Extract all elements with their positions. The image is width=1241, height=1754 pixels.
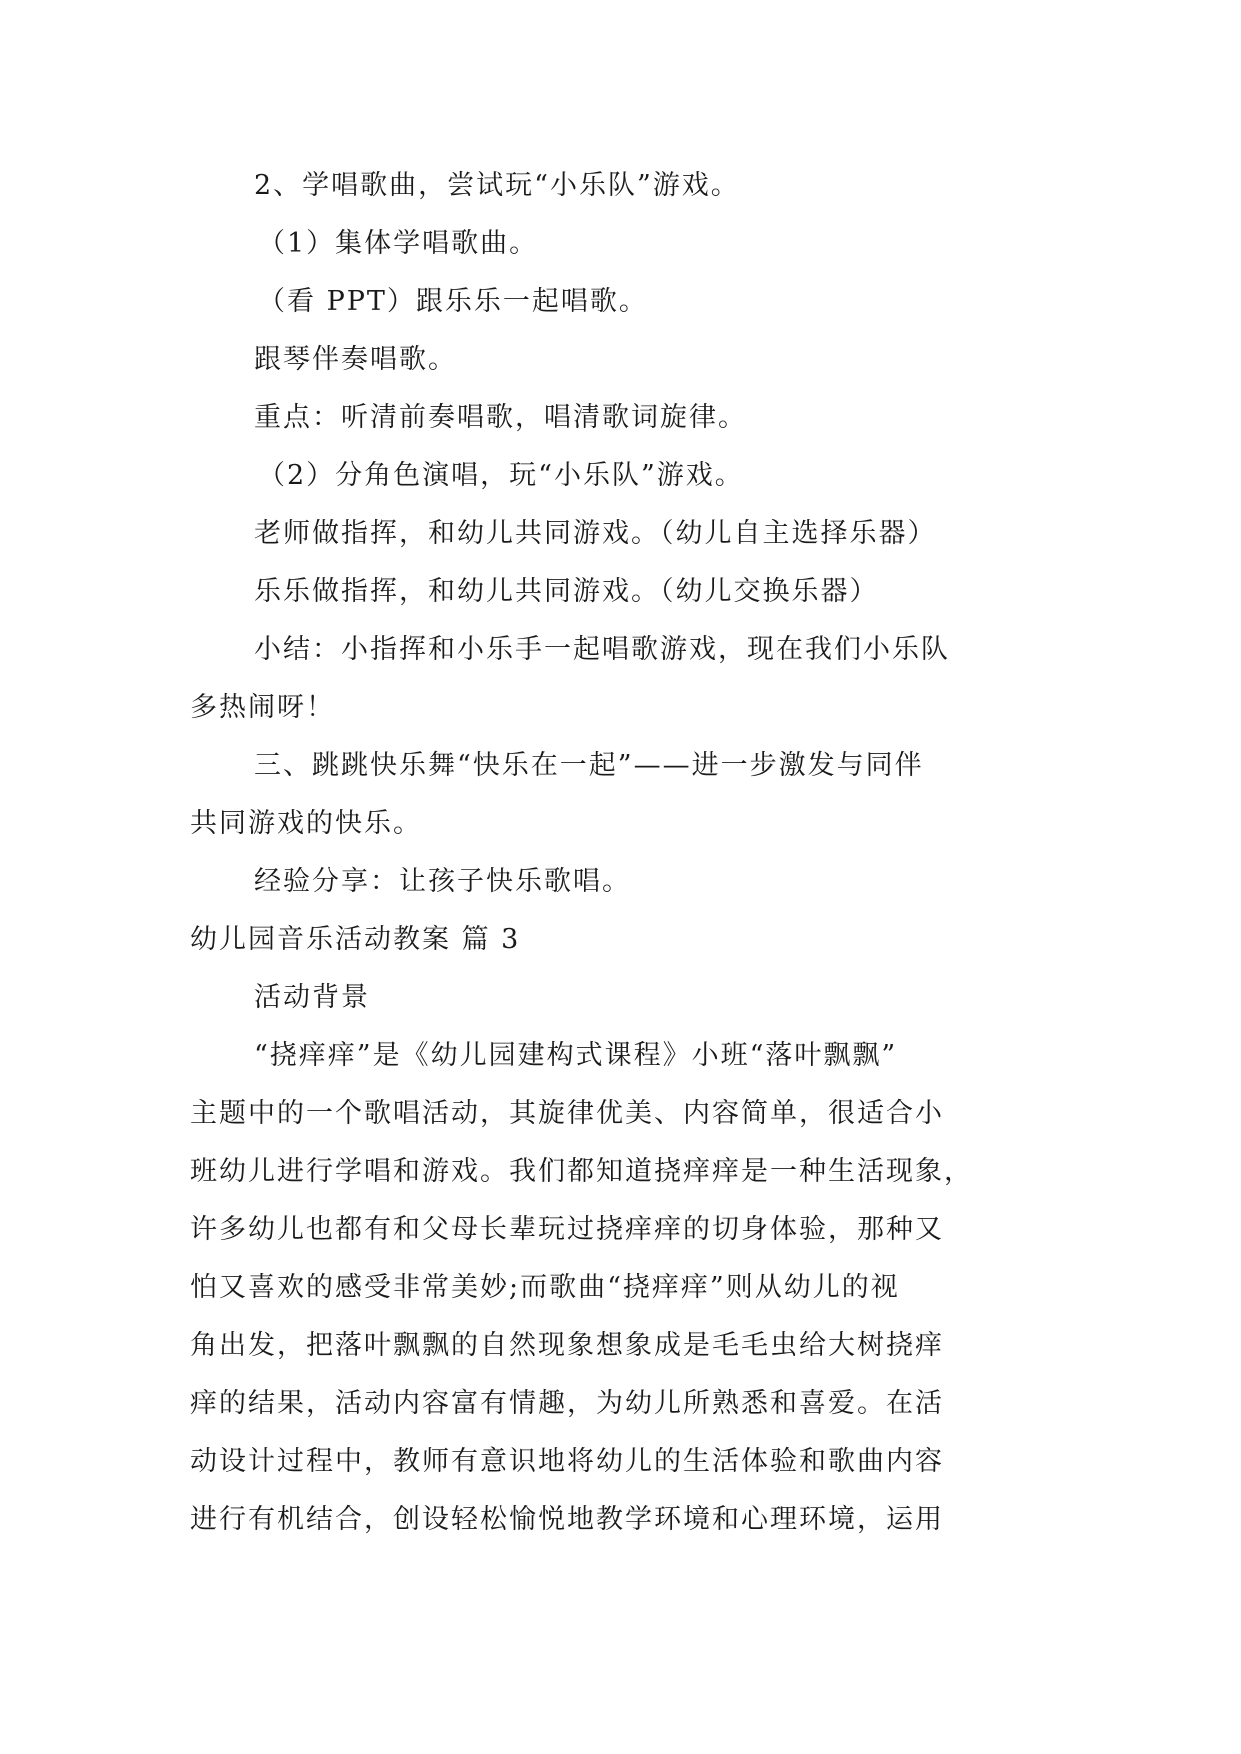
paragraph-line: 主题中的一个歌唱活动，其旋律优美、内容简单，很适合小: [190, 1098, 944, 1129]
paragraph-line: 班幼儿进行学唱和游戏。我们都知道挠痒痒是一种生活现象，: [190, 1156, 973, 1187]
section-heading: 幼儿园音乐活动教案 篇 3: [190, 924, 521, 955]
paragraph-line: 小结：小指挥和小乐手一起唱歌游戏，现在我们小乐队: [254, 634, 950, 665]
paragraph-line: 三、跳跳快乐舞“快乐在一起”——进一步激发与同伴: [254, 750, 924, 781]
paragraph-line: 共同游戏的快乐。: [190, 808, 422, 839]
paragraph-line: 进行有机结合，创设轻松愉悦地教学环境和心理环境，运用: [190, 1504, 944, 1535]
paragraph-line: 经验分享：让孩子快乐歌唱。: [254, 866, 631, 897]
subsection-heading: 活动背景: [254, 982, 370, 1013]
paragraph-line: 角出发，把落叶飘飘的自然现象想象成是毛毛虫给大树挠痒: [190, 1330, 944, 1361]
paragraph-line: 痒的结果，活动内容富有情趣，为幼儿所熟悉和喜爱。在活: [190, 1388, 944, 1419]
paragraph-line: 乐乐做指挥，和幼儿共同游戏。（幼儿交换乐器）: [254, 576, 879, 607]
paragraph-line: 怕又喜欢的感受非常美妙;而歌曲“挠痒痒”则从幼儿的视: [190, 1272, 900, 1303]
paragraph-line: （看 PPT）跟乐乐一起唱歌。: [258, 286, 648, 317]
paragraph-line: 重点：听清前奏唱歌，唱清歌词旋律。: [254, 402, 747, 433]
paragraph-line: （2）分角色演唱，玩“小乐队”游戏。: [258, 460, 744, 491]
paragraph-line: （1）集体学唱歌曲。: [258, 228, 539, 259]
paragraph-line: 跟琴伴奏唱歌。: [254, 344, 457, 375]
paragraph-line: “挠痒痒”是《幼儿园建构式课程》小班“落叶飘飘”: [254, 1040, 898, 1071]
paragraph-line: 许多幼儿也都有和父母长辈玩过挠痒痒的切身体验，那种又: [190, 1214, 944, 1245]
paragraph-line: 老师做指挥，和幼儿共同游戏。（幼儿自主选择乐器）: [254, 518, 937, 549]
paragraph-line: 动设计过程中，教师有意识地将幼儿的生活体验和歌曲内容: [190, 1446, 944, 1477]
paragraph-line: 2、学唱歌曲，尝试玩“小乐队”游戏。: [254, 170, 740, 201]
paragraph-line: 多热闹呀！: [190, 692, 335, 723]
